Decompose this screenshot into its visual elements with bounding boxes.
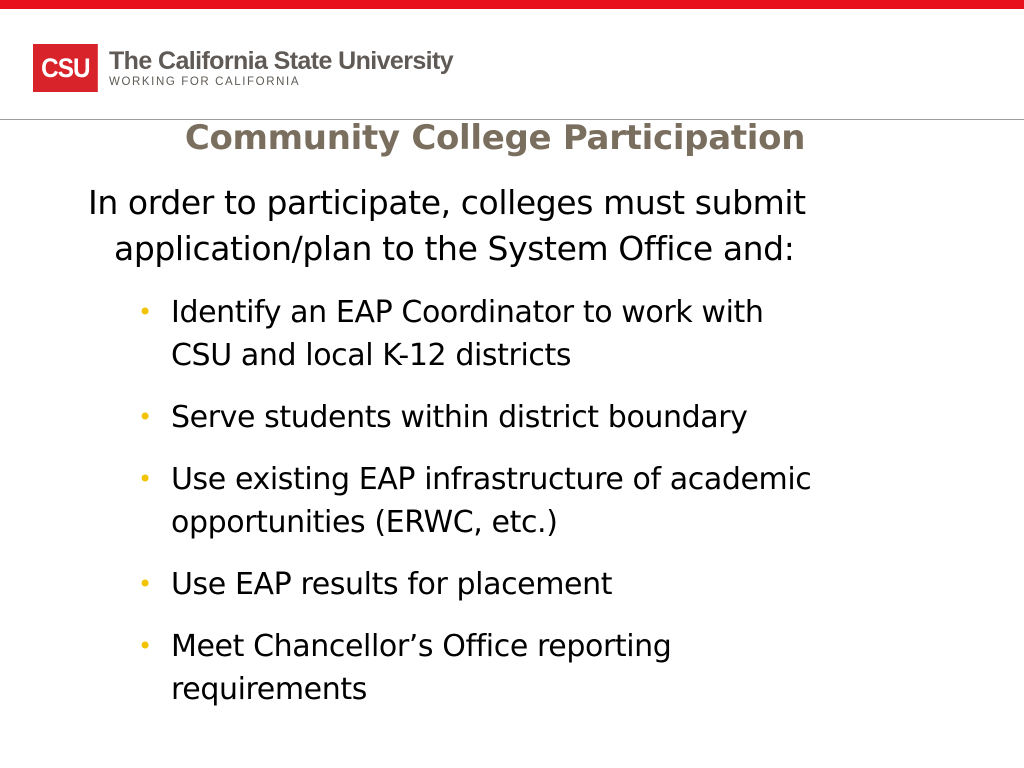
bullet-icon: •	[138, 465, 152, 493]
intro-paragraph	[88, 180, 938, 272]
bullet-item	[138, 396, 998, 439]
bullet-text-line: Use EAP results for placement	[171, 567, 613, 602]
csu-logo-text	[109, 48, 453, 89]
logo-university-name: The California State University	[109, 46, 453, 75]
bullet-item	[138, 458, 998, 544]
bullet-item	[138, 625, 998, 711]
bullet-item	[138, 563, 998, 606]
bullet-text-line: Use existing EAP infrastructure of academic	[171, 462, 812, 497]
bullet-icon: •	[138, 632, 152, 660]
bullet-list	[138, 291, 998, 730]
bullet-text-line: Identify an EAP Coordinator to work with	[171, 295, 764, 330]
bullet-icon: •	[138, 403, 152, 431]
bullet-text-line: requirements	[171, 672, 367, 707]
bullet-text-line: opportunities (ERWC, etc.)	[171, 505, 558, 540]
bullet-text-line: CSU and local K-12 districts	[171, 338, 572, 373]
slide-title: Community College Participation	[184, 118, 806, 158]
logo-tagline: WORKING FOR CALIFORNIA	[109, 75, 301, 88]
top-accent-bar	[0, 0, 1024, 9]
intro-line-2: application/plan to the System Office and:	[114, 229, 795, 268]
bullet-text-line: Meet Chancellor’s Office reporting	[171, 629, 672, 664]
csu-logo-mark: CSU	[33, 44, 98, 92]
intro-line-1: In order to participate, colleges must submit	[88, 183, 806, 222]
bullet-icon: •	[138, 298, 152, 326]
bullet-text-line: Serve students within district boundary	[171, 400, 748, 435]
bullet-icon: •	[138, 570, 152, 598]
csu-logo	[33, 44, 453, 92]
bullet-item	[138, 291, 998, 377]
